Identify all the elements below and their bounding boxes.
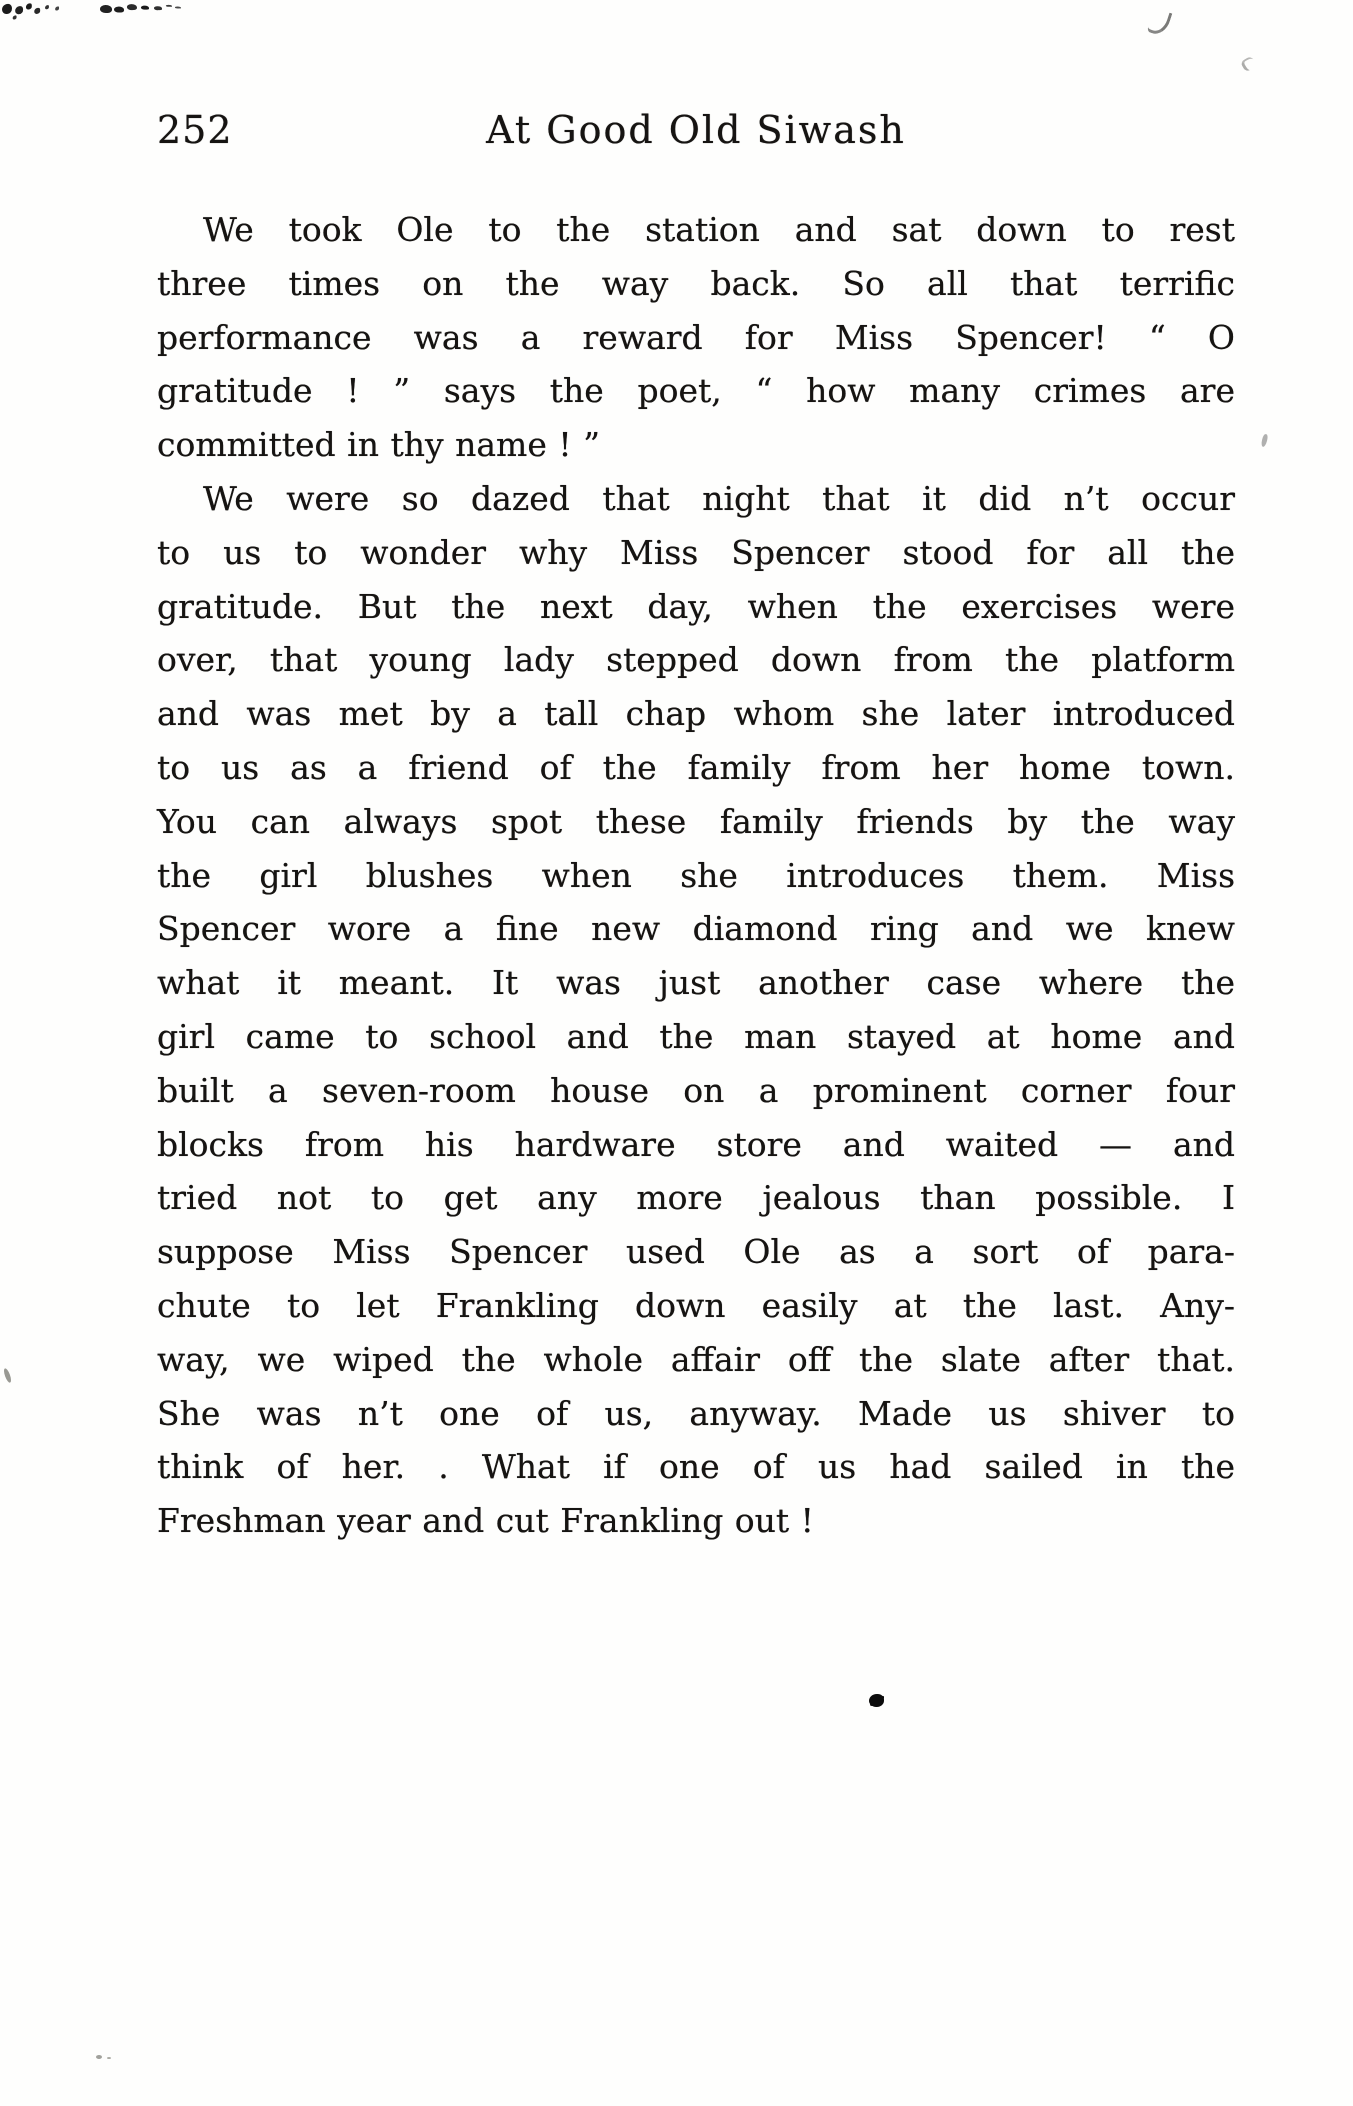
- ink-smudge-top-left-2: [100, 5, 112, 13]
- pen-mark-top-right: [1147, 8, 1173, 38]
- text-line: chute to let Frankling down easily at the last. Any-: [157, 1285, 1235, 1325]
- text-line: over, that young lady stepped down from the platform: [157, 640, 1235, 680]
- speck-right-margin: [1261, 434, 1269, 448]
- text-line: We were so dazed that night that it did n’t occur: [203, 478, 1235, 518]
- text-line: and was met by a tall chap whom she later introduced: [157, 694, 1235, 734]
- small-mark-right-edge: [1240, 56, 1257, 73]
- text-line: performance was a reward for Miss Spencer! “ O: [157, 317, 1235, 357]
- text-line: suppose Miss Spencer used Ole as a sort of para-: [157, 1232, 1235, 1272]
- text-line: You can always spot these family friends by the way: [157, 801, 1235, 841]
- text-line: gratitude ! ” says the poet, “ how many crimes are: [157, 371, 1235, 411]
- text-line: way, we wiped the whole affair off the slate after that.: [157, 1339, 1235, 1379]
- text-line: committed in thy name ! ”: [157, 425, 600, 465]
- running-title: At Good Old Siwash: [486, 108, 906, 152]
- text-line: tried not to get any more jealous than possible. I: [157, 1178, 1235, 1218]
- text-line: Spencer wore a fine new diamond ring and we knew: [157, 909, 1235, 949]
- speck-left-margin: [3, 1368, 13, 1384]
- ink-dot-below-text: [869, 1694, 884, 1707]
- ink-smudge-top-left: [2, 4, 13, 15]
- text-line: We took Ole to the station and sat down to rest: [203, 210, 1235, 249]
- text-line: think of her. . What if one of us had sailed in the: [157, 1447, 1235, 1487]
- body-text: [157, 203, 1235, 1548]
- text-line: what it meant. It was just another case where the: [157, 963, 1235, 1003]
- text-line: She was n’t one of us, anyway. Made us shiver to: [157, 1393, 1235, 1433]
- text-line: Freshman year and cut Frankling out !: [157, 1501, 814, 1541]
- page-number: 252: [157, 108, 233, 152]
- text-line: built a seven-room house on a prominent corner four: [157, 1070, 1235, 1110]
- text-line: the girl blushes when she introduces them. Miss: [157, 855, 1235, 895]
- page-header: [157, 108, 1235, 164]
- text-line: gratitude. But the next day, when the exercises were: [157, 586, 1235, 626]
- text-line: to us to wonder why Miss Spencer stood for all the: [157, 532, 1235, 572]
- text-line: girl came to school and the man stayed at home and: [157, 1016, 1235, 1056]
- text-line: three times on the way back. So all that terrific: [157, 263, 1235, 303]
- text-line: to us as a friend of the family from her home town.: [157, 747, 1235, 787]
- text-line: blocks from his hardware store and waited — and: [157, 1124, 1235, 1164]
- specks-bottom-left: [96, 2055, 102, 2059]
